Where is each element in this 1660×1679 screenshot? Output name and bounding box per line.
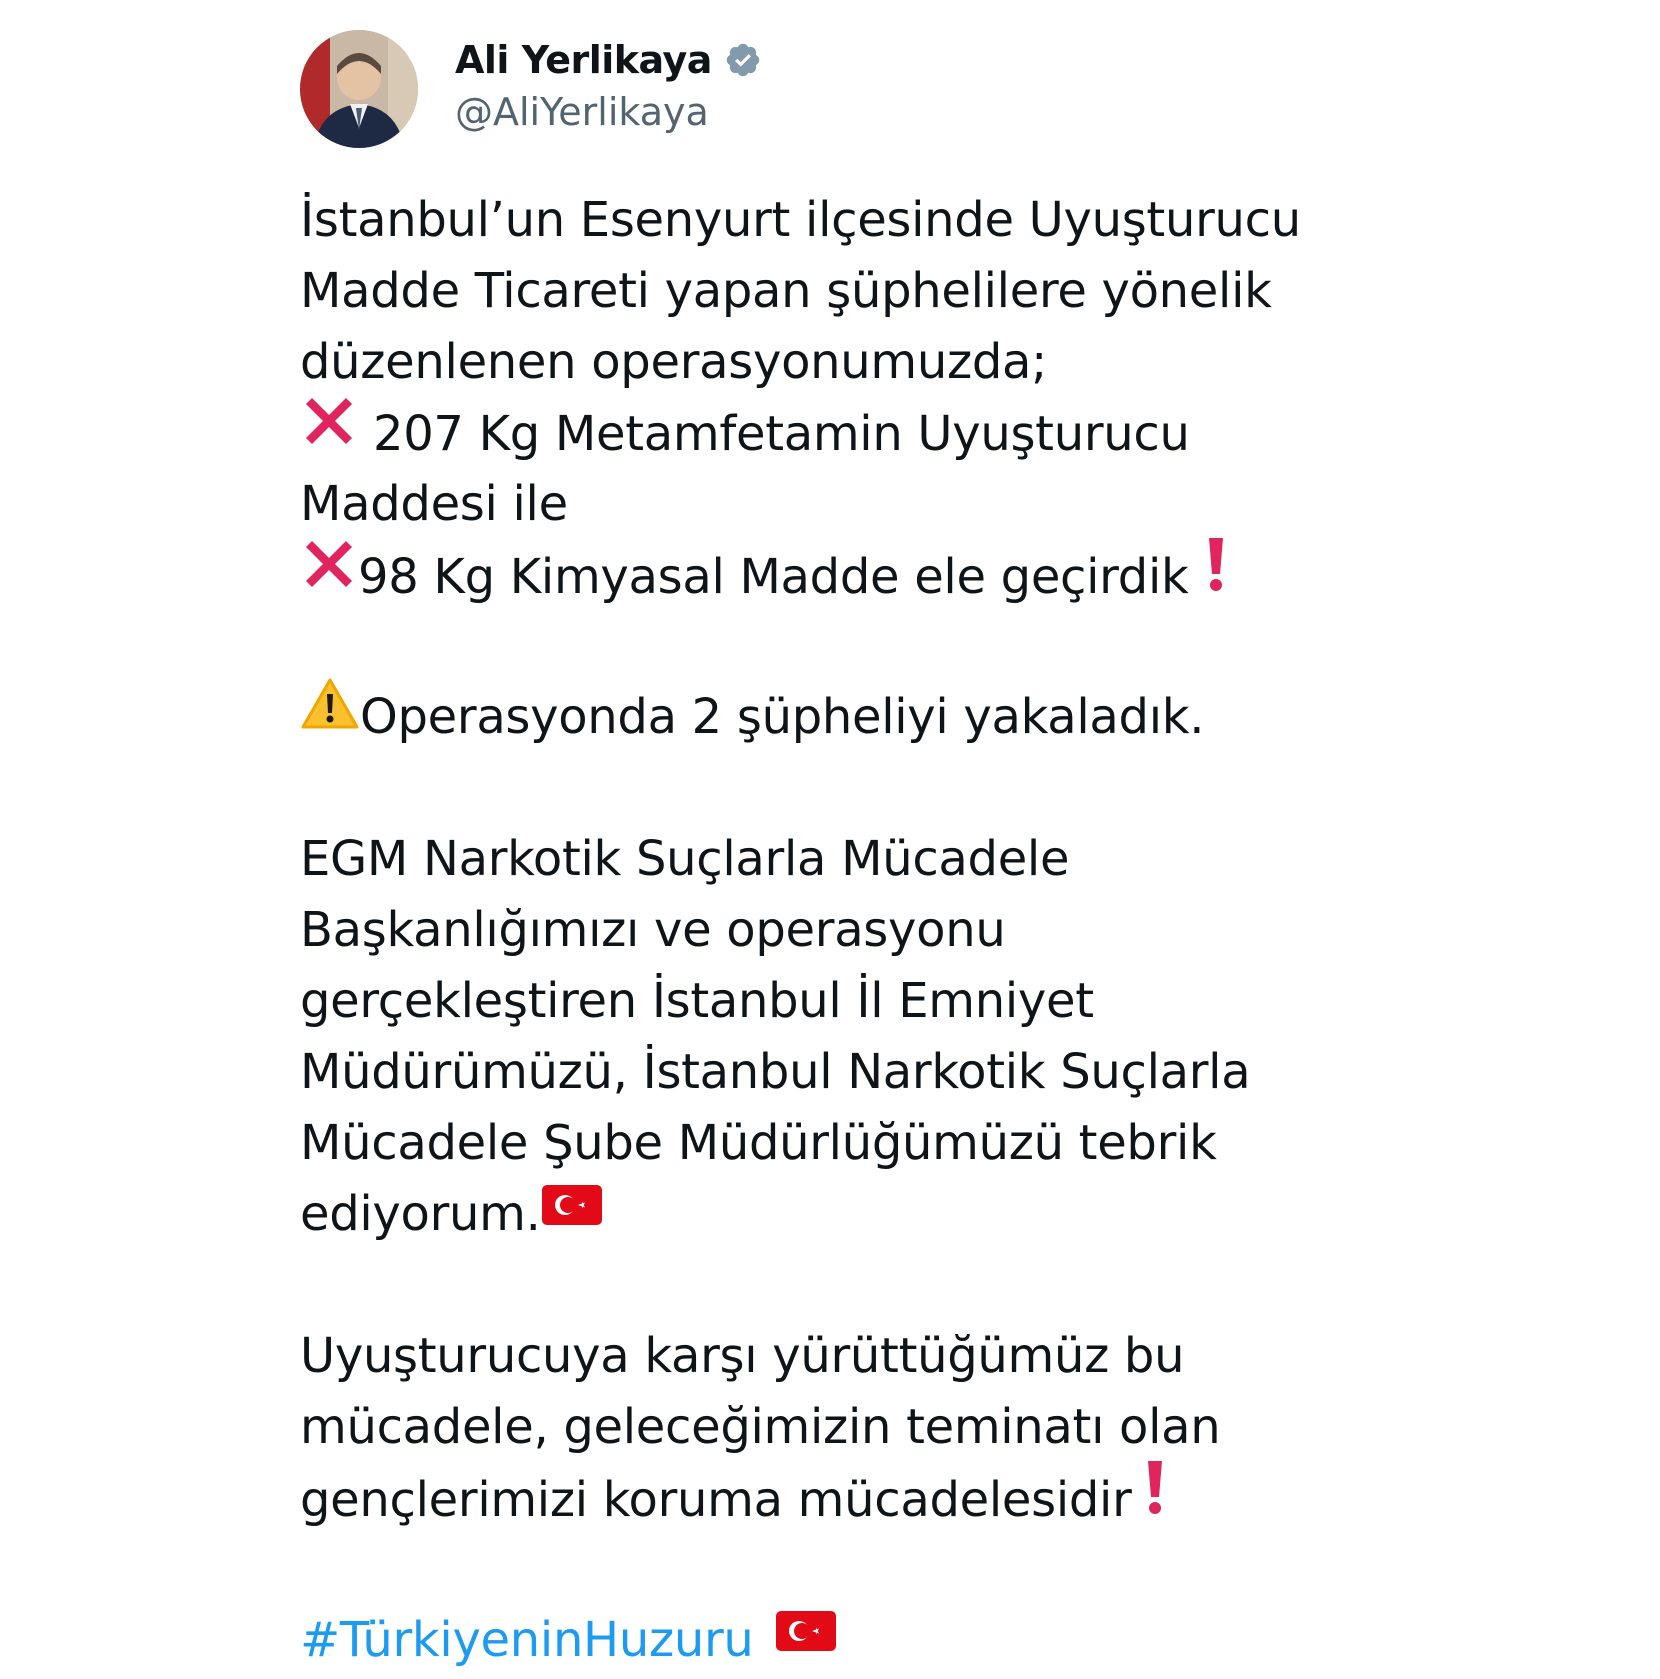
- cross-mark-icon: [300, 392, 358, 470]
- author-names: [455, 34, 762, 134]
- blank-line: [300, 1250, 1360, 1321]
- red-exclamation-icon: [1203, 534, 1229, 614]
- display-name[interactable]: Ali Yerlikaya: [455, 38, 712, 82]
- tweet: [300, 30, 1360, 1668]
- blank-line: [300, 611, 1360, 682]
- text-line: düzenlenen operasyonumuzda;: [300, 334, 1048, 390]
- blank-line: [300, 1534, 1360, 1605]
- text-line: [300, 1179, 1360, 1250]
- text-line: İstanbul’un Esenyurt ilçesinde Uyuşturucu: [300, 192, 1301, 248]
- turkey-flag-icon: [775, 1602, 837, 1673]
- turkey-flag-icon: [541, 1176, 603, 1247]
- thanks-end-text: ediyorum.: [300, 1186, 541, 1242]
- text-line: gerçekleştiren İstanbul İl Emniyet: [300, 973, 1094, 1029]
- suspects-text: Operasyonda 2 şüpheliyi yakaladık.: [360, 689, 1205, 745]
- text-line: Mücadele Şube Müdürlüğümüzü tebrik: [300, 1115, 1217, 1171]
- text-line: [300, 1463, 1360, 1534]
- text-line: Başkanlığımızı ve operasyonu: [300, 902, 1006, 958]
- display-name-row: [455, 34, 762, 86]
- item-1-text: 207 Kg Metamfetamin Uyuşturucu: [358, 406, 1190, 462]
- avatar[interactable]: [300, 30, 418, 148]
- text-line: [300, 398, 1360, 469]
- text-line: mücadele, geleceğimizin teminatı olan: [300, 1399, 1221, 1455]
- text-line: Uyuşturucuya karşı yürüttüğümüz bu: [300, 1328, 1185, 1384]
- tweet-header: [300, 30, 1360, 155]
- text-line: [300, 540, 1360, 611]
- text-line: Madde Ticareti yapan şüphelilere yönelik: [300, 263, 1272, 319]
- text-line: Maddesi ile: [300, 476, 568, 532]
- cross-mark-icon: [300, 535, 358, 613]
- text-line: EGM Narkotik Suçlarla Mücadele: [300, 831, 1070, 887]
- warning-icon: [300, 677, 360, 751]
- red-exclamation-icon: [1142, 1457, 1168, 1537]
- text-line: [300, 1605, 1360, 1676]
- item-2-text: 98 Kg Kimyasal Madde ele geçirdik: [358, 549, 1204, 605]
- tweet-text: [300, 185, 1360, 1676]
- blank-line: [300, 753, 1360, 824]
- author-handle[interactable]: @AliYerlikaya: [455, 90, 709, 134]
- text-line: [300, 682, 1360, 753]
- text-line: Müdürümüzü, İstanbul Narkotik Suçlarla: [300, 1044, 1251, 1100]
- verified-badge-icon[interactable]: [724, 41, 762, 79]
- closing-end-text: gençlerimizi koruma mücadelesidir: [300, 1472, 1132, 1528]
- hashtag-link[interactable]: #TürkiyeninHuzuru: [300, 1612, 754, 1668]
